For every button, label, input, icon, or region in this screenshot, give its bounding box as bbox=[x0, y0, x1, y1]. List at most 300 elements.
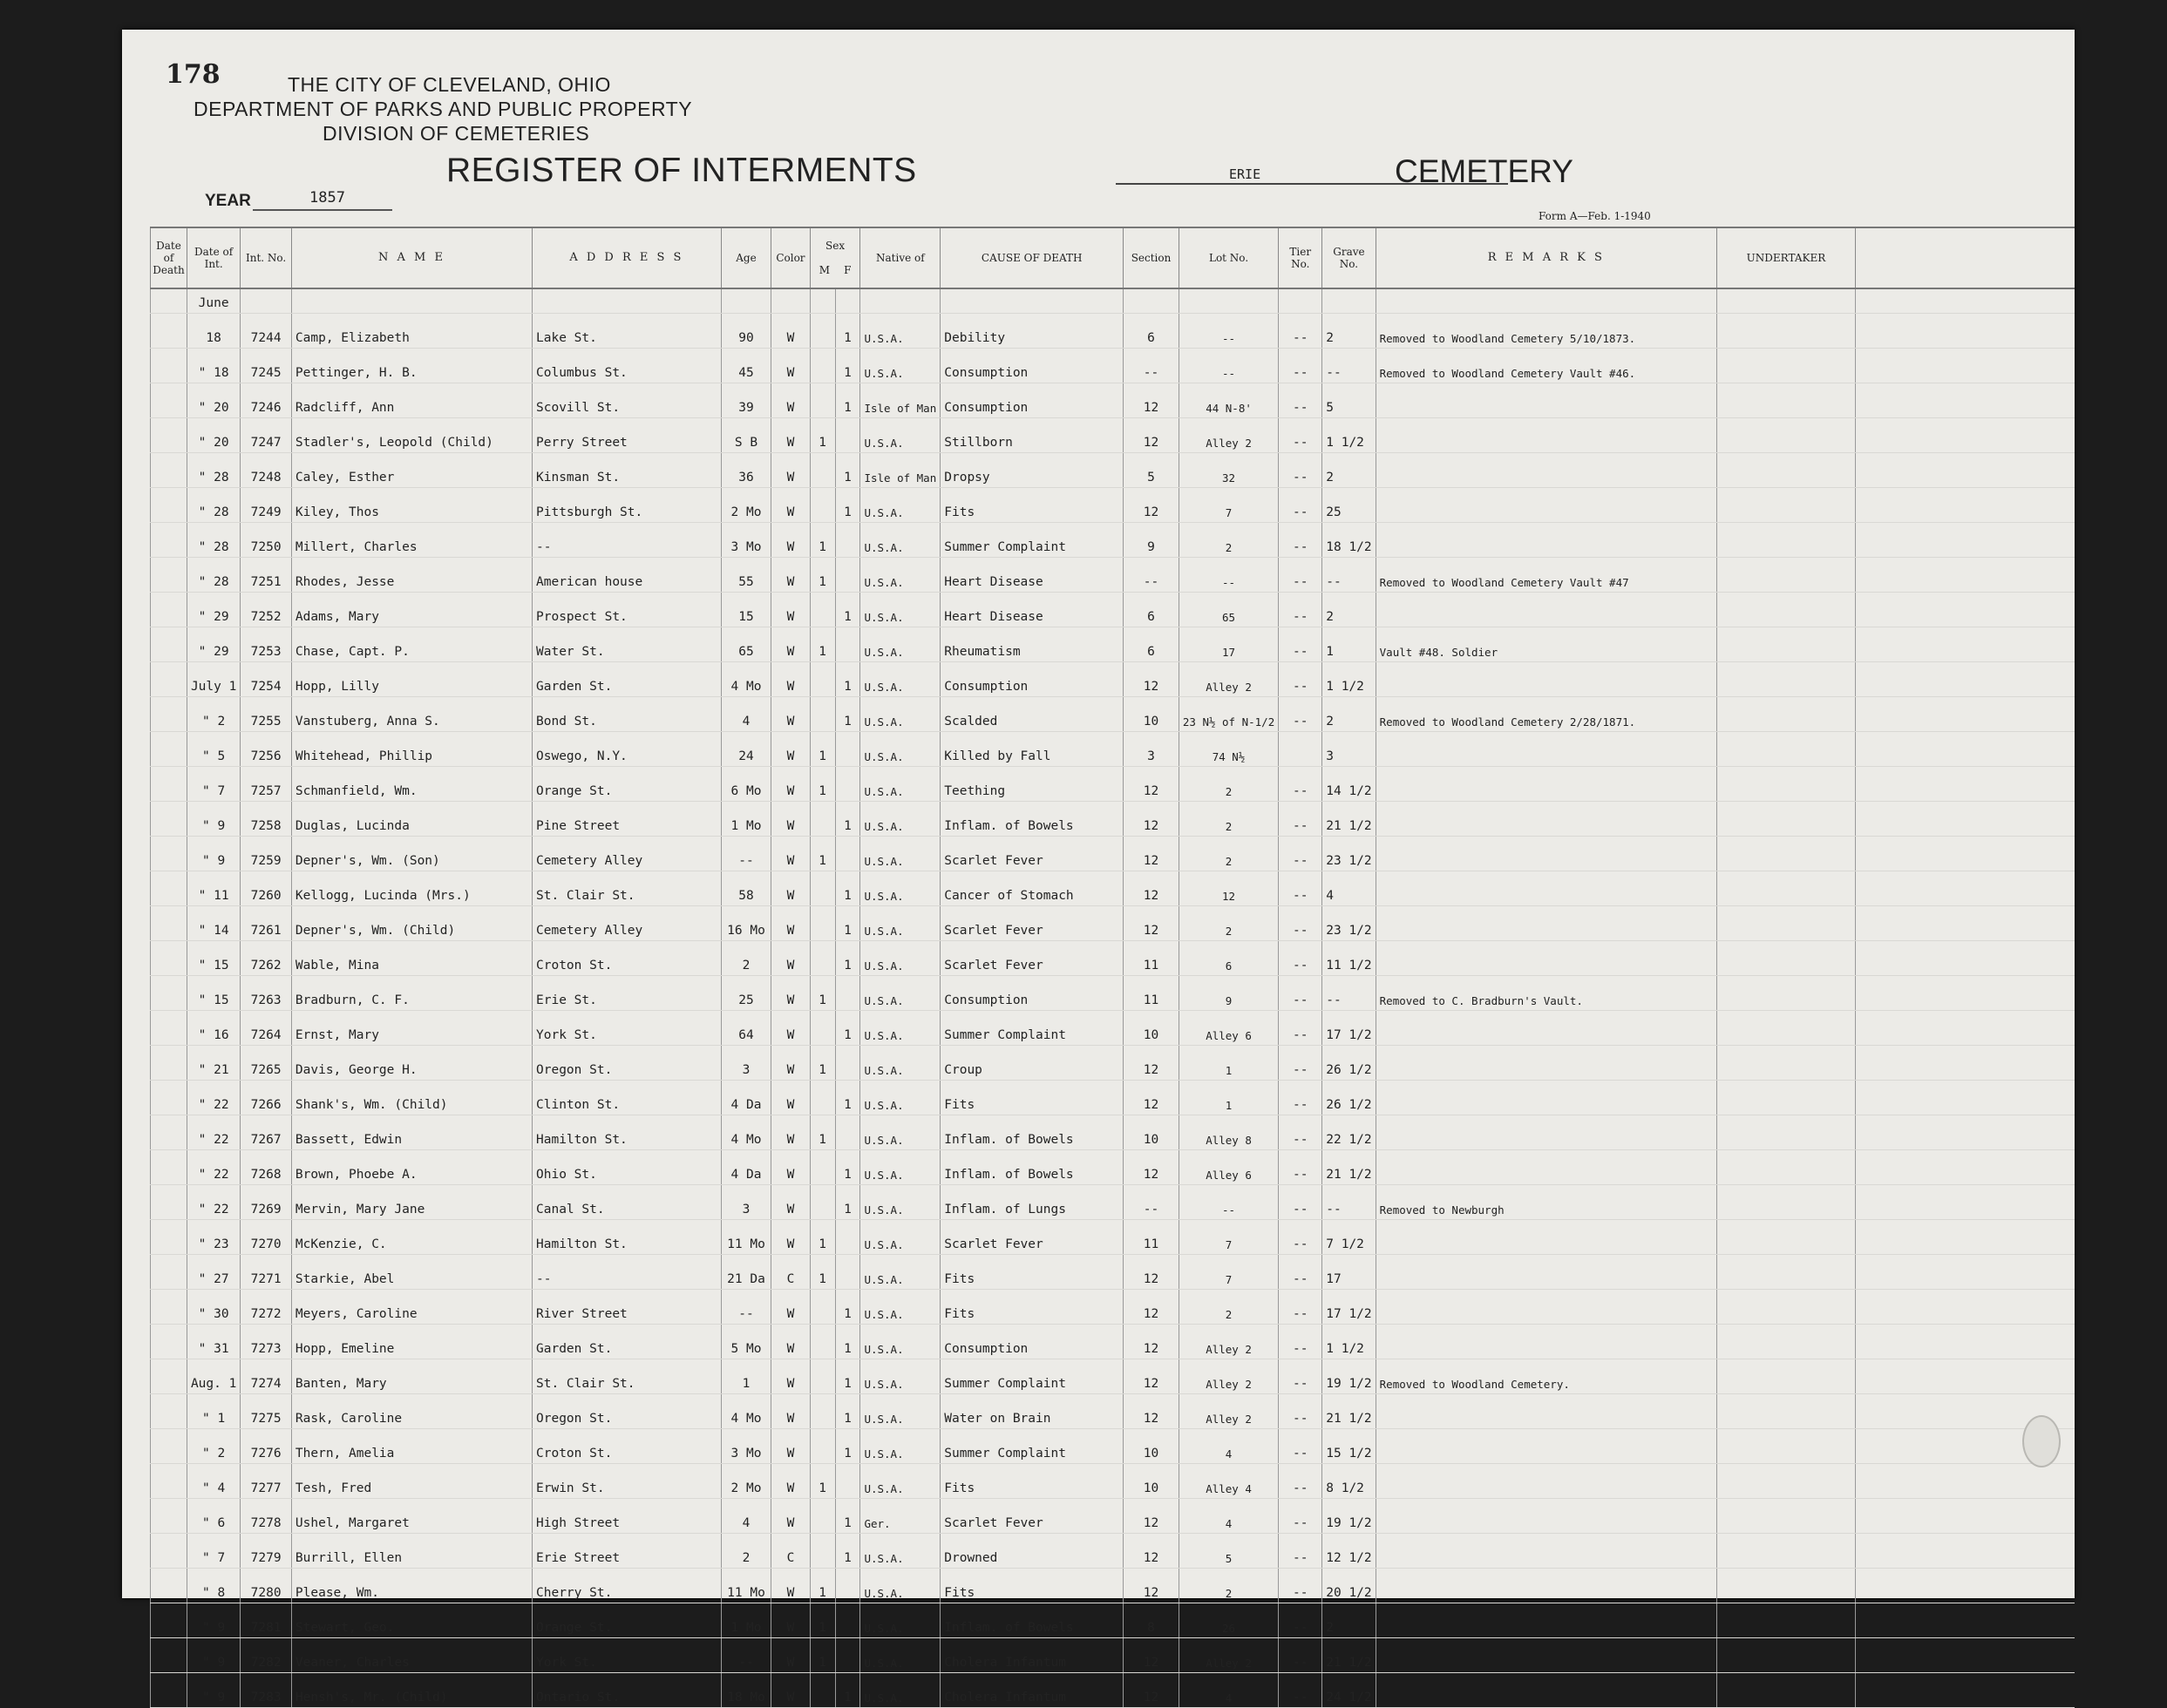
cell-color: W bbox=[771, 1150, 810, 1185]
cell-blank bbox=[1855, 627, 2075, 662]
cell-section: 6 bbox=[1124, 593, 1179, 627]
cell-native-of: U.S.A. bbox=[860, 523, 941, 558]
cell-date-of-death bbox=[151, 871, 187, 906]
cell-int-no: 7261 bbox=[241, 906, 292, 941]
cell-section: 12 bbox=[1124, 1569, 1179, 1603]
cell-remarks bbox=[1376, 1394, 1716, 1429]
table-row bbox=[151, 976, 2075, 1011]
cell-native-of: U.S.A. bbox=[860, 1255, 941, 1290]
table-row bbox=[151, 767, 2075, 802]
cell-address: Erie St. bbox=[533, 976, 722, 1011]
cell-section: 12 bbox=[1124, 1325, 1179, 1359]
col-age: Age bbox=[721, 227, 771, 288]
cell-age: 3 bbox=[721, 1046, 771, 1081]
cell-sex-m: 1 bbox=[810, 837, 835, 871]
cell-grave: 26 1/2 bbox=[1322, 1046, 1376, 1081]
cell-sex-f: 1 bbox=[835, 1081, 860, 1115]
cell-native-of: U.S.A. bbox=[860, 488, 941, 523]
cell-remarks bbox=[1376, 453, 1716, 488]
cell-name: Kellogg, Lucinda (Mrs.) bbox=[291, 871, 532, 906]
cell-sex-f: 1 bbox=[835, 1359, 860, 1394]
table-row bbox=[151, 349, 2075, 383]
cell-date-of-death bbox=[151, 1046, 187, 1081]
table-row bbox=[151, 732, 2075, 767]
cell-date-of-int: " 14 bbox=[187, 906, 240, 941]
table-row bbox=[151, 558, 2075, 593]
cell-section: 3 bbox=[1124, 732, 1179, 767]
cell-cause: Consumption bbox=[941, 662, 1124, 697]
cell-section: 6 bbox=[1124, 314, 1179, 349]
cell-grave: 20 1/2 bbox=[1322, 1569, 1376, 1603]
cell-name: Millert, Charles bbox=[291, 523, 532, 558]
cell-grave: -- bbox=[1322, 976, 1376, 1011]
cell-age: 3 bbox=[721, 1185, 771, 1220]
cell-address: Columbus St. bbox=[533, 349, 722, 383]
cell-date-of-int: " 22 bbox=[187, 1150, 240, 1185]
cell-lot: Alley 4 bbox=[1179, 1464, 1278, 1499]
cell-date-of-int: " 23 bbox=[187, 1220, 240, 1255]
cell-age: -- bbox=[721, 837, 771, 871]
cell-date-of-death bbox=[151, 349, 187, 383]
cell-sex-f: 1 bbox=[835, 662, 860, 697]
cell-undertaker bbox=[1717, 1603, 1856, 1638]
cell-tier: -- bbox=[1279, 871, 1322, 906]
cell-cause: Fits bbox=[941, 1464, 1124, 1499]
cell-native-of: U.S.A. bbox=[860, 1046, 941, 1081]
cell-age: 15 bbox=[721, 593, 771, 627]
col-cause-of-death: CAUSE OF DEATH bbox=[941, 227, 1124, 288]
table-row bbox=[151, 383, 2075, 418]
cell-remarks bbox=[1376, 488, 1716, 523]
cell-lot: Alley 2 bbox=[1179, 418, 1278, 453]
cell-grave: 18 1/2 bbox=[1322, 523, 1376, 558]
cell-native-of: U.S.A. bbox=[860, 767, 941, 802]
cell-undertaker bbox=[1717, 1499, 1856, 1534]
binder-hole-icon bbox=[2022, 1415, 2061, 1467]
cell-tier: -- bbox=[1279, 1569, 1322, 1603]
cell-cause: Debility bbox=[941, 314, 1124, 349]
cell-undertaker bbox=[1717, 523, 1856, 558]
cell-undertaker bbox=[1717, 627, 1856, 662]
cell-tier: -- bbox=[1279, 1603, 1322, 1638]
cell-name: Please, Wm. bbox=[291, 1569, 532, 1603]
cell-lot: Alley 2 bbox=[1179, 1325, 1278, 1359]
cell-grave: 26 1/2 bbox=[1322, 1081, 1376, 1115]
cell-grave: -- bbox=[1322, 558, 1376, 593]
cell-undertaker bbox=[1717, 593, 1856, 627]
cell-sex-f bbox=[835, 732, 860, 767]
cell-date-of-int: " 11 bbox=[187, 871, 240, 906]
cell-int-no: 7250 bbox=[241, 523, 292, 558]
cell-lot: 2 bbox=[1179, 906, 1278, 941]
cell-address: Hamilton St. bbox=[533, 1220, 722, 1255]
cell-color: W bbox=[771, 871, 810, 906]
cell-blank bbox=[1855, 662, 2075, 697]
cell-date-of-death bbox=[151, 1673, 187, 1708]
cell-section: 10 bbox=[1124, 1429, 1179, 1464]
cell-date-of-int: " 15 bbox=[187, 976, 240, 1011]
cell-undertaker bbox=[1717, 1046, 1856, 1081]
cell-lot: Alley 2 bbox=[1179, 1359, 1278, 1394]
cell-name: Ernst, Mary bbox=[291, 1011, 532, 1046]
cell-grave: 2 bbox=[1322, 697, 1376, 732]
table-row bbox=[151, 488, 2075, 523]
cell-remarks bbox=[1376, 1255, 1716, 1290]
cell-sex-m bbox=[810, 1011, 835, 1046]
table-row bbox=[151, 1673, 2075, 1708]
cell-native-of: U.S.A. bbox=[860, 1011, 941, 1046]
cell-cause: Scarlet Fever bbox=[941, 837, 1124, 871]
cell-tier: -- bbox=[1279, 941, 1322, 976]
cell-remarks bbox=[1376, 523, 1716, 558]
cell-cause: Fits bbox=[941, 1081, 1124, 1115]
cell-age: 36 bbox=[721, 453, 771, 488]
cell-date-of-death bbox=[151, 383, 187, 418]
cell-section: 8 bbox=[1124, 1603, 1179, 1638]
cell-sex-m: 1 bbox=[810, 418, 835, 453]
cell-address: Pittsburgh St. bbox=[533, 488, 722, 523]
cell-cause: Summer Complaint bbox=[941, 1011, 1124, 1046]
cell-date-of-death bbox=[151, 941, 187, 976]
cell-int-no: 7277 bbox=[241, 1464, 292, 1499]
cell-blank bbox=[1855, 1290, 2075, 1325]
cell-sex-m: 1 bbox=[810, 1115, 835, 1150]
cell-undertaker bbox=[1717, 1569, 1856, 1603]
cell-age: 4 Da bbox=[721, 1081, 771, 1115]
cell-cause: Inflam. of Bowels bbox=[941, 1150, 1124, 1185]
cell-lot: 2 bbox=[1179, 767, 1278, 802]
cell-sex-f bbox=[835, 767, 860, 802]
cell-int-no: 7263 bbox=[241, 976, 292, 1011]
cell-native-of: U.S.A. bbox=[860, 627, 941, 662]
table-row bbox=[151, 1638, 2075, 1673]
cell-lot: 2 bbox=[1179, 802, 1278, 837]
col-sex-f: F bbox=[844, 264, 852, 276]
cell-color: W bbox=[771, 383, 810, 418]
cell-age: 58 bbox=[721, 871, 771, 906]
cell-sex-m: 1 bbox=[810, 558, 835, 593]
cell-native-of: U.S.A. bbox=[860, 732, 941, 767]
table-row bbox=[151, 1290, 2075, 1325]
cell-remarks bbox=[1376, 837, 1716, 871]
cell-native-of: U.S.A. bbox=[860, 1290, 941, 1325]
cell-address: Scovill St. bbox=[533, 383, 722, 418]
cell-sex-f: 1 bbox=[835, 1499, 860, 1534]
cell-native-of: U.S.A. bbox=[860, 1359, 941, 1394]
cell-sex-m: 1 bbox=[810, 1464, 835, 1499]
month-label: June bbox=[187, 288, 240, 314]
cell-blank bbox=[1855, 1638, 2075, 1673]
cell-remarks bbox=[1376, 1673, 1716, 1708]
cell-date-of-int: " 18 bbox=[187, 349, 240, 383]
cell-date-of-death bbox=[151, 802, 187, 837]
cell-color: W bbox=[771, 767, 810, 802]
cell-undertaker bbox=[1717, 976, 1856, 1011]
cell-blank bbox=[1855, 1534, 2075, 1569]
cell-sex-f: 1 bbox=[835, 1325, 860, 1359]
cell-name: Depner's, Wm. (Child) bbox=[291, 906, 532, 941]
cell-blank bbox=[1855, 488, 2075, 523]
cell-sex-f bbox=[835, 627, 860, 662]
cell-int-no: 7273 bbox=[241, 1325, 292, 1359]
cell-color: W bbox=[771, 837, 810, 871]
cell-color: W bbox=[771, 1673, 810, 1708]
cell-name: Adams, Mary bbox=[291, 593, 532, 627]
cell-native-of: Ger. bbox=[860, 1499, 941, 1534]
cell-age: 4 Mo bbox=[721, 1115, 771, 1150]
cell-age: 2 bbox=[721, 941, 771, 976]
cell-date-of-int: Aug. 1 bbox=[187, 1359, 240, 1394]
cell-cause: Cholera Infantum bbox=[941, 1673, 1124, 1708]
cell-sex-m: 1 bbox=[810, 732, 835, 767]
cell-age: 64 bbox=[721, 1011, 771, 1046]
cell-int-no: 7249 bbox=[241, 488, 292, 523]
cell-remarks bbox=[1376, 1150, 1716, 1185]
cell-cause: Stillborn bbox=[941, 418, 1124, 453]
cell-color: W bbox=[771, 453, 810, 488]
cell-grave: 1 1/2 bbox=[1322, 418, 1376, 453]
cell-sex-f bbox=[835, 523, 860, 558]
cell-age: 11 Mo bbox=[721, 1220, 771, 1255]
cell-remarks bbox=[1376, 1081, 1716, 1115]
cell-section: 12 bbox=[1124, 383, 1179, 418]
cell-age: -- bbox=[721, 1638, 771, 1673]
table-row bbox=[151, 453, 2075, 488]
cell-date-of-int: " 28 bbox=[187, 523, 240, 558]
cell-tier: -- bbox=[1279, 593, 1322, 627]
cell-section: 12 bbox=[1124, 1046, 1179, 1081]
cell-blank bbox=[1855, 1081, 2075, 1115]
cell-date-of-int: " 2 bbox=[187, 697, 240, 732]
cell-undertaker bbox=[1717, 1638, 1856, 1673]
cell-sex-f bbox=[835, 558, 860, 593]
cell-native-of: U.S.A. bbox=[860, 418, 941, 453]
cell-date-of-int: July 1 bbox=[187, 662, 240, 697]
cell-section: 11 bbox=[1124, 1220, 1179, 1255]
cell-date-of-death bbox=[151, 1115, 187, 1150]
cell-name: Caley, Esther bbox=[291, 453, 532, 488]
cell-int-no: 7278 bbox=[241, 1499, 292, 1534]
cell-sex-m bbox=[810, 1185, 835, 1220]
cell-grave: 2 bbox=[1322, 593, 1376, 627]
cell-color: W bbox=[771, 1464, 810, 1499]
cell-blank bbox=[1855, 1220, 2075, 1255]
cell-sex-f: 1 bbox=[835, 1394, 860, 1429]
cell-grave: -- bbox=[1322, 349, 1376, 383]
cell-cause: Teething bbox=[941, 767, 1124, 802]
year-value: 1857 bbox=[309, 189, 345, 207]
cell-tier: -- bbox=[1279, 383, 1322, 418]
cell-int-no: 7272 bbox=[241, 1290, 292, 1325]
cell-age: 2 bbox=[721, 1534, 771, 1569]
cell-lot: 2 bbox=[1179, 1569, 1278, 1603]
cell-sex-f bbox=[835, 1115, 860, 1150]
cell-section: 12 bbox=[1124, 662, 1179, 697]
cell-sex-f: 1 bbox=[835, 802, 860, 837]
cell-blank bbox=[1855, 1464, 2075, 1499]
cell-name: Rask, Caroline bbox=[291, 1394, 532, 1429]
cell-cause: Fits bbox=[941, 1255, 1124, 1290]
cell-date-of-death bbox=[151, 488, 187, 523]
cell-undertaker bbox=[1717, 1115, 1856, 1150]
cell-section: 11 bbox=[1124, 976, 1179, 1011]
cell-age: 2 Mo bbox=[721, 488, 771, 523]
cell-date-of-int: " 30 bbox=[187, 1290, 240, 1325]
cell-address: Clinton St. bbox=[533, 1081, 722, 1115]
cell-sex-m bbox=[810, 488, 835, 523]
cell-color: W bbox=[771, 1603, 810, 1638]
cell-color: W bbox=[771, 976, 810, 1011]
cell-undertaker bbox=[1717, 1534, 1856, 1569]
cell-date-of-int: " 7 bbox=[187, 1534, 240, 1569]
interments-table bbox=[150, 227, 2075, 1708]
cell-cause: Scarlet Fever bbox=[941, 1220, 1124, 1255]
cell-undertaker bbox=[1717, 1429, 1856, 1464]
cell-native-of: U.S.A. bbox=[860, 1220, 941, 1255]
cell-sex-f: 1 bbox=[835, 383, 860, 418]
cell-lot: -- bbox=[1179, 558, 1278, 593]
cell-section: 12 bbox=[1124, 488, 1179, 523]
cell-address: Cemetery Alley bbox=[533, 906, 722, 941]
cell-sex-m bbox=[810, 383, 835, 418]
cemetery-name: ERIE bbox=[1229, 166, 1261, 182]
cell-int-no: 7246 bbox=[241, 383, 292, 418]
cell-remarks: Removed to C. Bradburn's Vault. bbox=[1376, 976, 1716, 1011]
cell-sex-f: 1 bbox=[835, 349, 860, 383]
cell-lot: 5 bbox=[1179, 1534, 1278, 1569]
cell-address: Erwin St. bbox=[533, 1464, 722, 1499]
cell-date-of-death bbox=[151, 662, 187, 697]
cell-cause: Inflam. of Bowels bbox=[941, 802, 1124, 837]
col-date-of-death: Date of Death bbox=[151, 227, 187, 288]
cell-tier: -- bbox=[1279, 314, 1322, 349]
year-label: YEAR bbox=[205, 192, 251, 210]
cell-lot: Alley 2 bbox=[1179, 662, 1278, 697]
cell-age: 16 Mo bbox=[721, 906, 771, 941]
cell-address: Orange St. bbox=[533, 767, 722, 802]
cell-sex-f: 1 bbox=[835, 1185, 860, 1220]
cell-cause: Drowned bbox=[941, 1534, 1124, 1569]
table-row bbox=[151, 1220, 2075, 1255]
cell-sex-m bbox=[810, 871, 835, 906]
cell-section: 12 bbox=[1124, 1081, 1179, 1115]
cell-sex-m: 1 bbox=[810, 627, 835, 662]
cell-sex-f bbox=[835, 976, 860, 1011]
cell-sex-m bbox=[810, 1359, 835, 1394]
cell-date-of-int: " 20 bbox=[187, 383, 240, 418]
cell-age: 24 bbox=[721, 732, 771, 767]
cell-cause: Inflam. of Lungs bbox=[941, 1185, 1124, 1220]
cell-section: 12 bbox=[1124, 1673, 1179, 1708]
cell-remarks bbox=[1376, 1534, 1716, 1569]
cell-sex-f bbox=[835, 1220, 860, 1255]
cell-blank bbox=[1855, 349, 2075, 383]
cell-int-no: 7275 bbox=[241, 1394, 292, 1429]
cell-tier: -- bbox=[1279, 558, 1322, 593]
cell-age: 4 Mo bbox=[721, 1394, 771, 1429]
cell-sex-f: 1 bbox=[835, 1534, 860, 1569]
cell-native-of: U.S.A. bbox=[860, 1603, 941, 1638]
cell-grave: 19 1/2 bbox=[1322, 1499, 1376, 1534]
cell-sex-m: 1 bbox=[810, 1046, 835, 1081]
cell-age: 65 bbox=[721, 627, 771, 662]
cell-sex-m bbox=[810, 1673, 835, 1708]
cell-remarks bbox=[1376, 941, 1716, 976]
cell-lot: 2 bbox=[1179, 523, 1278, 558]
cell-color: W bbox=[771, 1011, 810, 1046]
cell-section: 10 bbox=[1124, 1464, 1179, 1499]
cell-grave: 21 1/2 bbox=[1322, 802, 1376, 837]
cell-date-of-int: " 27 bbox=[187, 1255, 240, 1290]
cell-remarks bbox=[1376, 1464, 1716, 1499]
cell-cause: Inflam. of Bowels bbox=[941, 1603, 1124, 1638]
cell-name: Radcliff, Ann bbox=[291, 383, 532, 418]
cell-date-of-death bbox=[151, 1290, 187, 1325]
cell-section: 12 bbox=[1124, 1534, 1179, 1569]
cell-date-of-death bbox=[151, 1394, 187, 1429]
cell-name: Starkie, Abel bbox=[291, 1255, 532, 1290]
cell-date-of-int: 18 bbox=[187, 314, 240, 349]
cell-int-no: 7259 bbox=[241, 837, 292, 871]
cell-tier: -- bbox=[1279, 662, 1322, 697]
cell-int-no: 7258 bbox=[241, 802, 292, 837]
cell-remarks: Removed to Woodland Cemetery 5/10/1873. bbox=[1376, 314, 1716, 349]
cell-lot: 1 bbox=[1179, 1046, 1278, 1081]
cell-sex-m bbox=[810, 1290, 835, 1325]
cell-age: 5 Mo bbox=[721, 1325, 771, 1359]
cell-native-of: U.S.A. bbox=[860, 1638, 941, 1673]
cell-date-of-death bbox=[151, 1429, 187, 1464]
cell-date-of-death bbox=[151, 453, 187, 488]
table-row bbox=[151, 1255, 2075, 1290]
cell-blank bbox=[1855, 1185, 2075, 1220]
cell-tier: -- bbox=[1279, 767, 1322, 802]
cell-blank bbox=[1855, 1673, 2075, 1708]
cell-int-no: 7281 bbox=[241, 1603, 292, 1638]
cell-tier: -- bbox=[1279, 1046, 1322, 1081]
cell-undertaker bbox=[1717, 1255, 1856, 1290]
cell-tier bbox=[1279, 732, 1322, 767]
table-row bbox=[151, 1464, 2075, 1499]
cell-sex-f: 1 bbox=[835, 906, 860, 941]
cell-sex-m: 1 bbox=[810, 1638, 835, 1673]
cell-address: Croton St. bbox=[533, 1429, 722, 1464]
cell-name: Burrill, Ellen bbox=[291, 1534, 532, 1569]
cell-cause: Dropsy bbox=[941, 453, 1124, 488]
cell-section: 10 bbox=[1124, 1011, 1179, 1046]
cell-cause: Scarlet Fever bbox=[941, 906, 1124, 941]
cell-tier: -- bbox=[1279, 1290, 1322, 1325]
cell-blank bbox=[1855, 1603, 2075, 1638]
cell-undertaker bbox=[1717, 1325, 1856, 1359]
cell-grave: 22 1/2 bbox=[1322, 1115, 1376, 1150]
city-heading: THE CITY OF CLEVELAND, OHIO bbox=[288, 73, 611, 96]
cell-grave: 25 bbox=[1322, 488, 1376, 523]
cell-name: Chase, Capt. P. bbox=[291, 627, 532, 662]
cell-name: McKenzie, C. bbox=[291, 1220, 532, 1255]
cell-tier: -- bbox=[1279, 1359, 1322, 1394]
cell-native-of: U.S.A. bbox=[860, 1115, 941, 1150]
cell-age: 4 bbox=[721, 1499, 771, 1534]
table-row bbox=[151, 627, 2075, 662]
cell-sex-f: 1 bbox=[835, 453, 860, 488]
cell-undertaker bbox=[1717, 732, 1856, 767]
cell-remarks bbox=[1376, 593, 1716, 627]
cell-sex-f: 1 bbox=[835, 1011, 860, 1046]
cell-grave: 23 1/2 bbox=[1322, 837, 1376, 871]
cell-date-of-death bbox=[151, 1534, 187, 1569]
year-line bbox=[253, 209, 392, 211]
